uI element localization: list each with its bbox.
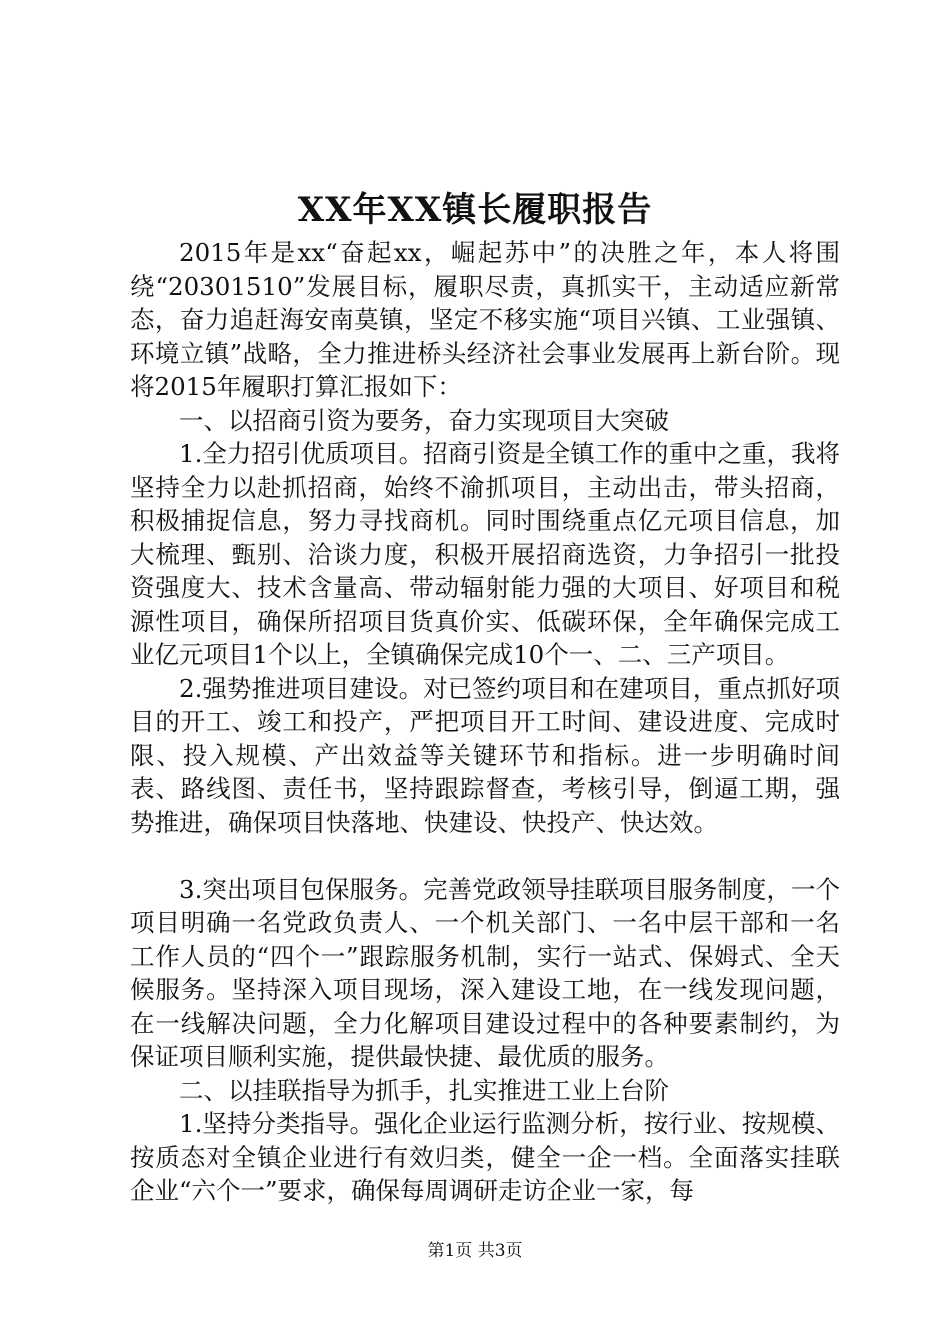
paragraph-1-1: 1.全力招引优质项目。招商引资是全镇工作的重中之重，我将坚持全力以赴抓招商，始终不渝抓项目，主动出击，带头招商，积极捕捉信息，努力寻找商机。同时围绕重点亿元项目信息，加大梳理、甄别、洽谈力度，积极开展招商选资，力争招引一批投资强度大、技术含量高、带动辐射能力强的大项目、好项目和税源性项目，确保所招项目货真价实、低碳环保，全年确保完成工业亿元项目1个以上，全镇确保完成10个一、二、三产项目。 [130,439,840,669]
document-title: XX年XX镇长履职报告 [297,190,653,230]
paragraph-1-2: 2.强势推进项目建设。对已签约项目和在建项目，重点抓好项目的开工、竣工和投产，严把项目开工时间、建设进度、完成时限、投入规模、产出效益等关键环节和指标。进一步明确时间表、路线图、责任书，坚持跟踪督查，考核引导，倒逼工期，强势推进，确保项目快落地、快建设、快投产、快达效。 [130,673,840,837]
section-heading-1: 一、以招商引资为要务，奋力实现项目大突破 [179,405,669,435]
paragraph-2-1: 1.坚持分类指导。强化企业运行监测分析，按行业、按规模、按质态对全镇企业进行有效归类，健全一企一档。全面落实挂联企业“六个一”要求，确保每周调研走访企业一家，每 [130,1109,840,1205]
page-number-footer: 第1页 共3页 [427,1241,523,1261]
section-heading-2: 二、以挂联指导为抓手，扎实推进工业上台阶 [179,1075,669,1105]
document-body [130,236,840,1208]
paragraph-intro: 2015年是xx“奋起xx，崛起苏中”的决胜之年，本人将围绕“20301510”发展目标，履职尽责，真抓实干，主动适应新常态，奋力追赶海安南莫镇，坚定不移实施“项目兴镇、工业强镇、环境立镇”战略，全力推进桥头经济社会事业发展再上新台阶。现将2015年履职打算汇报如下： [130,238,840,401]
paragraph-1-3: 3.突出项目包保服务。完善党政领导挂联项目服务制度，一个项目明确一名党政负责人、一个机关部门、一名中层干部和一名工作人员的“四个一”跟踪服务机制，实行一站式、保姆式、全天候服务。坚持深入项目现场，深入建设工地，在一线发现问题，在一线解决问题，全力化解项目建设过程中的各种要素制约，为保证项目顺利实施，提供最快捷、最优质的服务。 [130,874,840,1071]
